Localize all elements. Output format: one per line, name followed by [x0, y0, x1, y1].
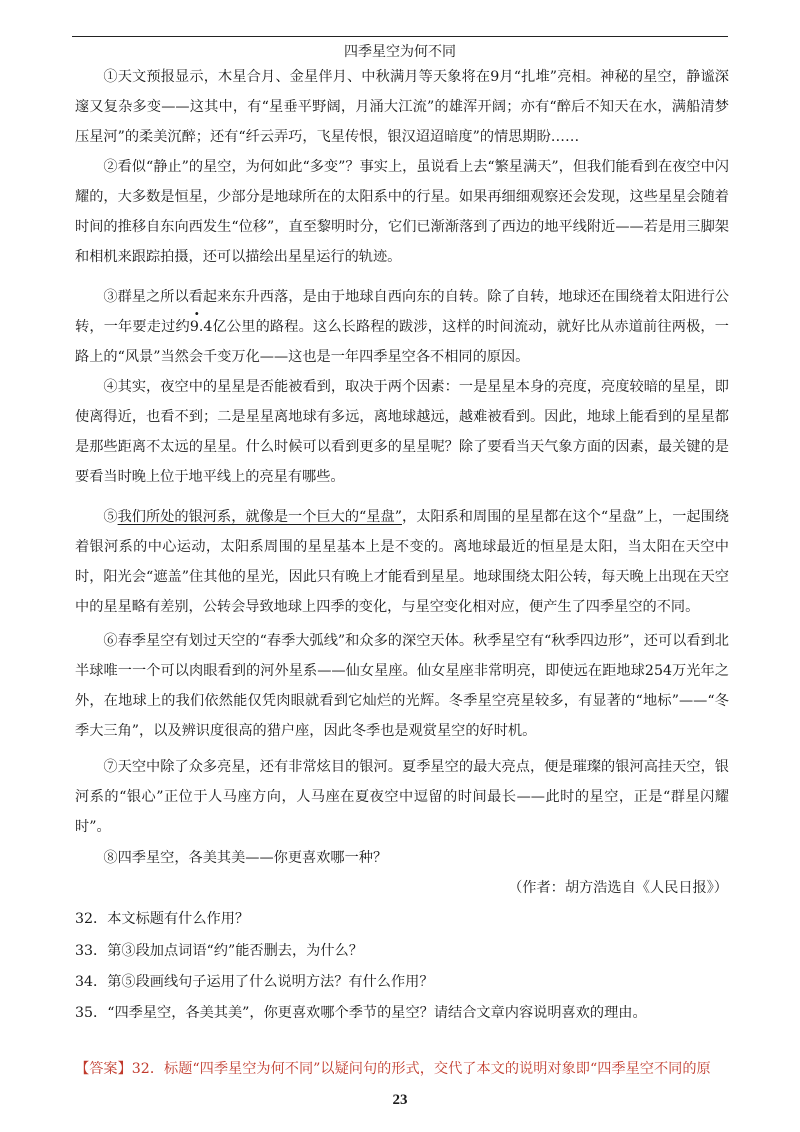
question-32: 32．本文标题有什么作用？ [75, 911, 250, 927]
article-title: 四季星空为何不同 [344, 44, 456, 60]
paragraph-3-part-a: ③群星之所以看起来东升西落，是由于地球自西向东的自转。除了自转，地球还在围绕着太阳进行公转，一年要走过 [75, 289, 729, 335]
paragraph-5 [75, 502, 729, 622]
paragraph-3 [75, 282, 729, 372]
paragraph-3-part-b: 9.4亿公里的路程。这么长路程的跋涉，这样的时间流动，就好比从赤道前往两极，一路上的“风景”当然会千变万化——这也是一年四季星空各不相同的原因。 [75, 319, 729, 365]
underlined-sentence: 我们所处的银河系，就像是一个巨大的“星盘” [117, 509, 402, 525]
paragraph-4: ④其实，夜空中的星星是否能被看到，取决于两个因素：一是星星本身的亮度，亮度较暗的星星，即使离得近，也看不到；二是星星离地球有多远，离地球越远，越难被看到。因此，地球上能看到的星星都是那些距离不太远的星星。什么时候可以看到更多的星星呢？除了要看当天气象方面的因素，最关键的是要看当时晚上位于地平线上的亮星有哪些。 [75, 379, 729, 485]
paragraph-5-rest: ，太阳系和周围的星星都在这个“星盘”上，一起围绕着银河系的中心运动，太阳系周围的星星基本上是不变的。离地球最近的恒星是太阳，当太阳在天空中时，阳光会“遮盖”住其他的星光，因此只有晚上才能看到星星。地球围绕太阳公转，每天晚上出现在天空中的星星略有差别，公转会导致地球上四季的变化，与星空变化相对应，便产生了四季星空的不同。 [75, 509, 729, 615]
paragraph-6: ⑥春季星空有划过天空的“春季大弧线”和众多的深空天体。秋季星空有“秋季四边形”，还可以看到北半球唯一一个可以肉眼看到的河外星系——仙女星座。仙女星座非常明亮，即使远在距地球254万光年之外，在地球上的我们依然能仅凭肉眼就看到它灿烂的光辉。冬季星空亮星较多，有显著的“地标”——“冬季大三角”，以及辨识度很高的猎户座，因此冬季也是观赏星空的好时机。 [75, 633, 729, 739]
paragraph-5-number: ⑤ [103, 509, 118, 525]
answer-line [75, 1058, 735, 1078]
answer-tag: 【答案】 [75, 1061, 132, 1077]
paragraph-8: ⑧四季星空，各美其美——你更喜欢哪一种？ [103, 850, 388, 866]
dotted-word: 约 [175, 319, 190, 335]
paragraph-7: ⑦天空中除了众多亮星，还有非常炫目的银河。夏季星空的最大亮点，便是璀璨的银河高挂天空，银河系的“银心”正位于人马座方向，人马座在夏夜空中逗留的时间最长——此时的星空，正是“群星闪耀时”。 [75, 759, 729, 835]
question-34: 34．第⑤段画线句子运用了什么说明方法？有什么作用？ [75, 974, 434, 990]
question-35: 35．“四季星空，各美其美”，你更喜欢哪个季节的星空？请结合文章内容说明喜欢的理由。 [75, 1005, 647, 1021]
question-33: 33．第③段加点词语“约”能否删去，为什么？ [75, 943, 363, 959]
paragraph-1: ①天文预报显示，木星合月、金星伴月、中秋满月等天象将在9月“扎堆”亮相。神秘的星空，静谧深邃又复杂多变——这其中，有“星垂平野阔，月涌大江流”的雄浑开阔；亦有“醉后不知天在水，满船清梦压星河”的柔美沉醉；还有“纤云弄巧，飞星传恨，银汉迢迢暗度”的情思期盼…… [75, 69, 729, 145]
header-rule [72, 36, 728, 37]
answer-text: 32．标题“四季星空为何不同”以疑问句的形式，交代了本文的说明对象即“四季星空不同的原 [131, 1061, 711, 1077]
paragraph-2: ②看似“静止”的星空，为何如此“多变”？事实上，虽说看上去“繁星满天”，但我们能看到在夜空中闪耀的，大多数是恒星，少部分是地球所在的太阳系中的行星。如果再细细观察还会发现，这些星星会随着时间的推移自东向西发生“位移”，直至黎明时分，它们已渐渐落到了西边的地平线附近——若是用三脚架和相机来跟踪拍摄，还可以描绘出星星运行的轨迹。 [75, 159, 729, 265]
page-number: 23 [392, 1092, 408, 1108]
source-attribution: （作者：胡方浩选自《人民日报》） [508, 880, 728, 896]
